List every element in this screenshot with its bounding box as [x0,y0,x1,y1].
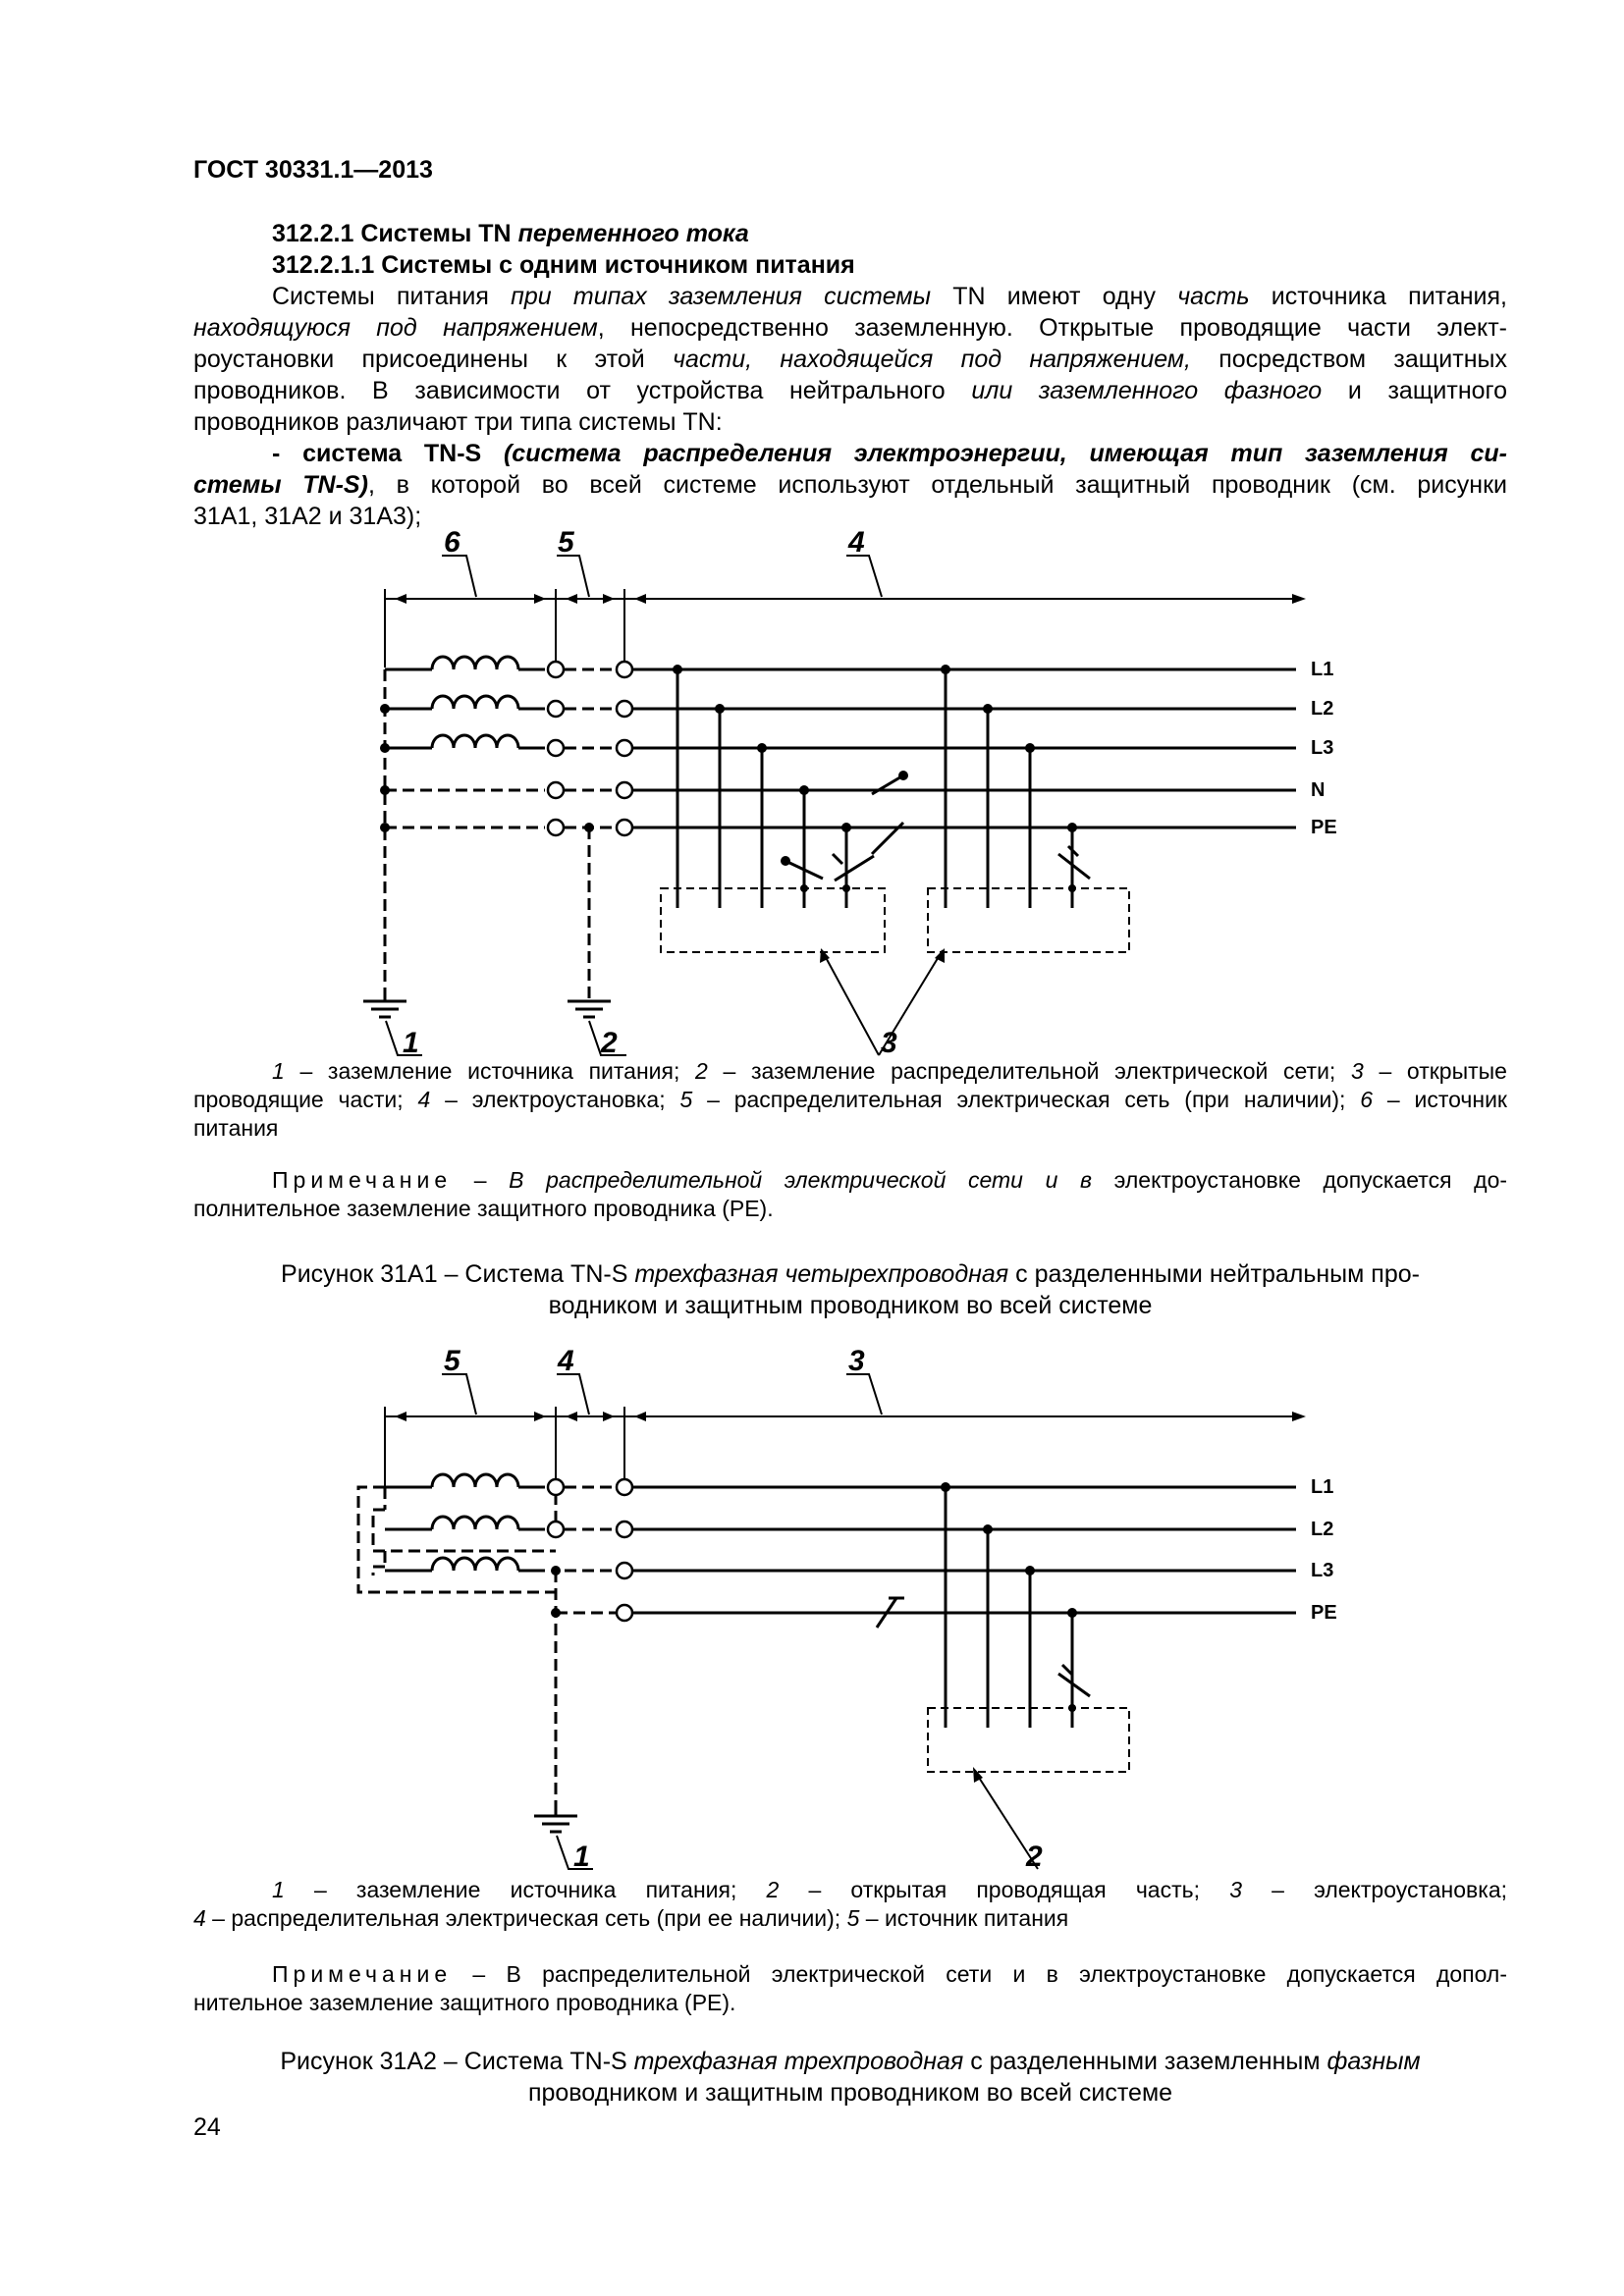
fig2-caption-line2: проводником и защитным проводником во всей системе [527,2079,1173,2107]
text-italic: и в [1045,1167,1093,1193]
fig2-legend-line1 [193,1876,1507,1904]
fig2-label-1: 1 [573,1841,590,1873]
text: Рисунок 31А1 – Система TN-S [281,1260,635,1288]
fig1-label-5: 5 [558,526,574,559]
text-italic: трехфазная трехпроводная [633,2048,964,2075]
text: – заземление источника питания; [284,1877,767,1902]
fig2-caption [193,2046,1507,2109]
legend-num: 3 [1229,1877,1242,1902]
text: – [452,1167,510,1193]
fig2-legend-line2 [193,1904,1507,1933]
fig1-note [193,1166,1507,1223]
fig2-legend [193,1876,1507,1933]
text-italic: части, находящейся под напряжением, [673,346,1191,373]
legend-num: 2 [766,1877,780,1902]
legend-num: 4 [193,1905,206,1931]
text: , в которой во всей системе используют отдельный защитный проводник (см. рисунки [367,471,1507,499]
text-italic: находящуюся под напряжением [193,314,598,342]
text-italic: при типах заземления системы [511,283,931,310]
legend-num: 5 [679,1087,693,1112]
text: – открытые [1363,1058,1507,1084]
text: – распределительная электрическая сеть (при ее наличии); [205,1905,847,1931]
fig1-label-6: 6 [444,526,460,559]
fig1-note-line1 [193,1166,1507,1195]
text-bold-italic: (система распределения электроэнергии, имеющая тип заземления си- [503,440,1507,467]
text-italic: В распределительной электрической сети [509,1167,1023,1193]
fig2-caption-line1 [193,2046,1507,2077]
text: с разделенными нейтральным про- [1008,1260,1420,1288]
fig1-caption-line2: водником и защитным проводником во всей системе [548,1292,1153,1319]
fig1-label-3: 3 [881,1027,897,1059]
text: с разделенными заземленным [963,2048,1327,2075]
fig2-conductor-pe: PE [1311,1602,1337,1624]
fig1-label-1: 1 [403,1027,419,1059]
fig1-legend-line1 [193,1057,1507,1086]
para2-line3: 31А1, 31А2 и 31А3); [193,503,422,530]
legend-num: 4 [417,1087,431,1112]
text: роустановки присоединены к этой [193,346,674,373]
text: – электроустановка; [1241,1877,1508,1902]
text: – электроустановка; [430,1087,680,1112]
fig1-conductor-l1: L1 [1311,659,1334,680]
page-number: 24 [193,2113,221,2141]
text: источника питания, [1249,283,1507,310]
legend-num: 3 [1350,1058,1364,1084]
fig1-legend-line2 [193,1086,1507,1114]
text: проводящие части; [193,1087,418,1112]
document-id: ГОСТ 30331.1—2013 [193,156,433,184]
fig2-note-line1 [193,1960,1507,1989]
fig1-label-2: 2 [601,1027,618,1059]
text: Системы питания [272,283,512,310]
text-italic: фазным [1326,2048,1421,2075]
fig1-conductor-l2: L2 [1311,698,1334,720]
fig1-note-line2: полнительное заземление защитного проводника (PE). [193,1196,774,1221]
text: – источник питания [859,1905,1069,1931]
text: , непосредственно заземленную. Открытые проводящие части элект- [597,314,1507,342]
fig1-label-4: 4 [848,526,865,559]
heading-312-2-1-1: 312.2.1.1 Системы с одним источником питания [272,251,855,279]
text: проводников. В зависимости от устройства нейтрального [193,377,972,404]
text: Рисунок 31А2 – Система TN-S [280,2048,634,2075]
coil-l1 [385,657,545,669]
fig1-caption [193,1258,1507,1321]
legend-num: 1 [272,1058,285,1084]
text: – распределительная электрическая сеть (при наличии); [692,1087,1361,1112]
text [1023,1167,1046,1193]
fig2-conductor-l1: L1 [1311,1476,1334,1498]
fig2-conductor-l2: L2 [1311,1519,1334,1540]
fig2-note [193,1960,1507,2017]
para1-line5: проводников различают три типа системы TN: [193,408,723,436]
text-bold-italic: стемы TN-S) [193,471,368,499]
text: посредством защитных [1190,346,1507,373]
coil-l2 [385,696,545,709]
heading-number: 312.2.1 Системы TN [272,220,518,247]
text: электроустановке допускается до- [1092,1167,1508,1193]
legend-num: 1 [272,1877,285,1902]
text: – В распределительной электрической сети и в электроустановке допускается допол- [452,1961,1507,1987]
note-word: Примечание [272,1167,453,1193]
fig1-caption-line1 [193,1258,1507,1290]
fig1-legend-line3: питания [193,1115,279,1141]
fig2-label-2: 2 [1026,1841,1043,1873]
legend-num: 2 [695,1058,708,1084]
fig1-conductor-pe: PE [1311,817,1337,838]
heading-italic: переменного тока [517,220,749,247]
note-word: Примечание [272,1961,453,1987]
fig1-conductor-n: N [1311,779,1326,801]
fig2-note-line2: нительное заземление защитного проводника (PE). [193,1990,736,2015]
text: – заземление источника питания; [284,1058,696,1084]
fig2-label-3: 3 [848,1345,865,1377]
text-italic: часть [1177,283,1250,310]
text: и защитного [1322,377,1508,404]
text-italic: трехфазная четырехпроводная [634,1260,1009,1288]
text: – открытая проводящая часть; [779,1877,1230,1902]
fig1-conductor-l3: L3 [1311,737,1334,759]
fig2-conductor-l3: L3 [1311,1560,1334,1581]
fig1-legend [193,1057,1507,1143]
coil-l3 [385,735,545,748]
figure-31a2-diagram [358,1374,1306,1869]
legend-num: 6 [1360,1087,1374,1112]
text: TN имеют одну [930,283,1178,310]
fig2-label-5: 5 [444,1345,460,1377]
legend-num: 5 [846,1905,860,1931]
fig2-label-4: 4 [558,1345,574,1377]
text: – заземление распределительной электрической сети; [707,1058,1351,1084]
text-italic: или заземленного фазного [971,377,1323,404]
text-bold: - система TN-S [272,440,504,467]
text: – источник [1373,1087,1507,1112]
